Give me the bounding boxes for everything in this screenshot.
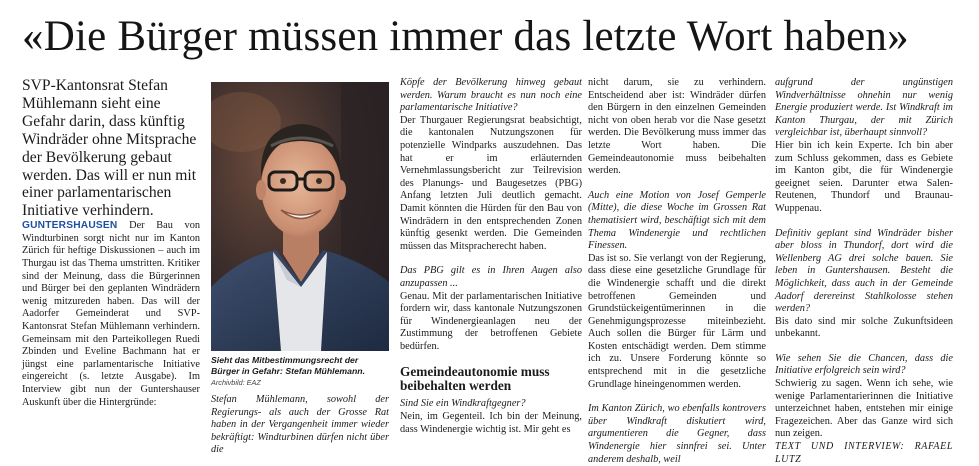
question-3: Sind Sie ein Windkraftgegner?: [400, 398, 526, 410]
author-signature: TEXT UND INTERVIEW: RAFAEL LUTZ: [775, 441, 953, 465]
caption-text: Sieht das Mitbestimmungsrecht der Bürger in Gefahr: Stefan Mühlemann.: [211, 355, 365, 376]
answer-1: Der Thurgauer Regierungsrat beabsichtigt, die kantonalen Nutzungszonen für potenzielle Windparks auszudehnen. Das hat er im erläuternden Vernehmlassungsbericht zur Teilrevision des Planungs- und Baugesetzes (PBG) Anfang letzten Juli deutlich gemacht. Damit könnten die Hürden für den Bau von Windrädern in den entsprechenden Zonen künftig gesenkt werden. Die Gemeinden müssen das Mitspracherecht haben.: [400, 114, 582, 252]
subheading: Gemeindeautonomie muss beibehalten werden: [400, 364, 550, 394]
question-7: Wie sehen Sie die Chancen, dass die Initiative erfolgreich sein wird?: [775, 352, 953, 377]
question-5-start: Im Kanton Zürich, wo ebenfalls kontrovers über Windkraft diskutiert wird, argumentieren die Gegner, dass Windenergie hier sinnfrei sei. Unter anderem deshalb, weil: [588, 403, 766, 465]
question-4: Auch eine Motion von Josef Gemperle (Mitte), die diese Woche im Grossen Rat thematisiert wird, beschäftigt sich mit dem Thema Windenergie und rechtlichen Finessen.: [588, 189, 766, 252]
answer-3-start: Nein, im Gegenteil. Ich bin der Meinung, dass Windenergie wichtig ist. Mir geht es: [400, 411, 582, 435]
question-1-start: Stefan Mühlemann, sowohl der Regierungs- als auch der Grosse Rat haben in der Vergangenheit immer wieder bekräftigt: Windturbinen dürfen nicht über die: [211, 394, 389, 456]
lead-paragraph: SVP-Kantonsrat Stefan Mühlemann sieht eine Gefahr darin, dass künftig Windräder ohne Mitsprache der Bevölkerung gebaut werden. Das will er nun mit einer parlamentarischen Initiative verhindern.: [22, 77, 197, 220]
answer-5: Hier bin ich kein Experte. Ich bin aber zum Schluss gekommen, dass es Gebiete im Kanton gibt, die für Windenergie geeignet seien. Darunter etwa Salen-Reutenen, Thundorf und Braunau-Wuppenau.: [775, 139, 953, 214]
answer-6: Bis dato sind mir solche Zukunftsideen unbekannt.: [775, 315, 953, 340]
answer-4: Das ist so. Sie verlangt von der Regierung, dass diese eine gesetzliche Grundlage für die Windenergie schafft und die direkt betroffenen Gemeinden und Grundstückeigentümerinnen in die Genehmigungsprozesse miteinbezieht. Auch sollen die Bürger für Lärm und Kosten entschädigt werden. Dem stimme ich zu. Unsere Forderung könnte so entsprechend mit in die gesetzliche Grundlage hineingenommen werden.: [588, 252, 766, 390]
column-4: [588, 77, 766, 466]
answer-2: Genau. Mit der parlamentarischen Initiative fordern wir, dass kantonale Nutzungszonen für Windenergieanlagen neu der Zustimmung der betroffenen Gebiete bedürfen.: [400, 290, 582, 352]
question-6: Definitiv geplant sind Windräder bisher aber bloss in Thundorf, dort wird die Wellenberg AG drei solche bauen. Sie leben in Guntershausen. Besteht die Möglichkeit, dass auch in der Gemeinde Aadorf derereinst Stahlkolosse stehen werden?: [775, 227, 953, 315]
portrait-photo: [211, 82, 389, 351]
intro-text: Der Bau von Windturbinen sorgt nicht nur im Kanton Zürich für heftige Diskussionen – auch im Thurgau ist das Thema umstritten. Kritiker sind der Meinung, dass die Bürgerinnen und Bürger bei den geplanten Windrädern wenig mitzureden haben. Das will der Aadorfer Gemeinderat und SVP-Kantonsrat Stefan Mühlemann verhindern. Gemeinsam mit den Parteikollegen Ruedi Zbinden und Eveline Bachmann hat er jüngst eine parlamentarische Initiative eingereicht (s. letzte Ausgabe). Im Interview gibt nun der Guntershauser Auskunft über die Hintergründe:: [22, 220, 200, 408]
location-tag: GUNTERSHAUSEN: [22, 220, 118, 232]
column-5: [775, 77, 953, 466]
intro-paragraph: [22, 220, 200, 409]
column-1: [22, 77, 200, 409]
question-2: Das PBG gilt es in Ihren Augen also anzupassen ...: [400, 265, 582, 289]
question-1-end: Köpfe der Bevölkerung hinweg gebaut werden. Warum braucht es nun noch eine parlamentarische Initiative?: [400, 77, 582, 114]
answer-7: Schwierig zu sagen. Wenn ich sehe, wie wenige Parlamentarierinnen die Initiative unterzeichnet haben, entstehen mir einige Fragezeichen. Aber das Ganze wird sich nun zeigen.: [775, 378, 953, 440]
column-3: [400, 77, 582, 436]
question-5-end: aufgrund der ungünstigen Windverhältnisse ohnehin nur wenig Energie produziert werde. Ist Windkraft im Kanton Thurgau, der mit Zürich vergleichbar ist, überhaupt sinnvoll?: [775, 77, 953, 139]
photo-credit: Archivbild: EAZ: [211, 378, 261, 387]
answer-3-end: nicht darum, sie zu verhindern. Entscheidend aber ist: Windräder dürfen den Bürgern in den einzelnen Gemeinden nicht von oben herab vor die Nase gesetzt werden. Die Bevölkerung muss immer das letzte Wort haben. Die Gemeindeautonomie muss beibehalten werden.: [588, 77, 766, 177]
headline: «Die Bürger müssen immer das letzte Wort haben»: [22, 13, 909, 60]
photo-caption: [211, 355, 389, 388]
portrait-illustration: [211, 82, 389, 351]
